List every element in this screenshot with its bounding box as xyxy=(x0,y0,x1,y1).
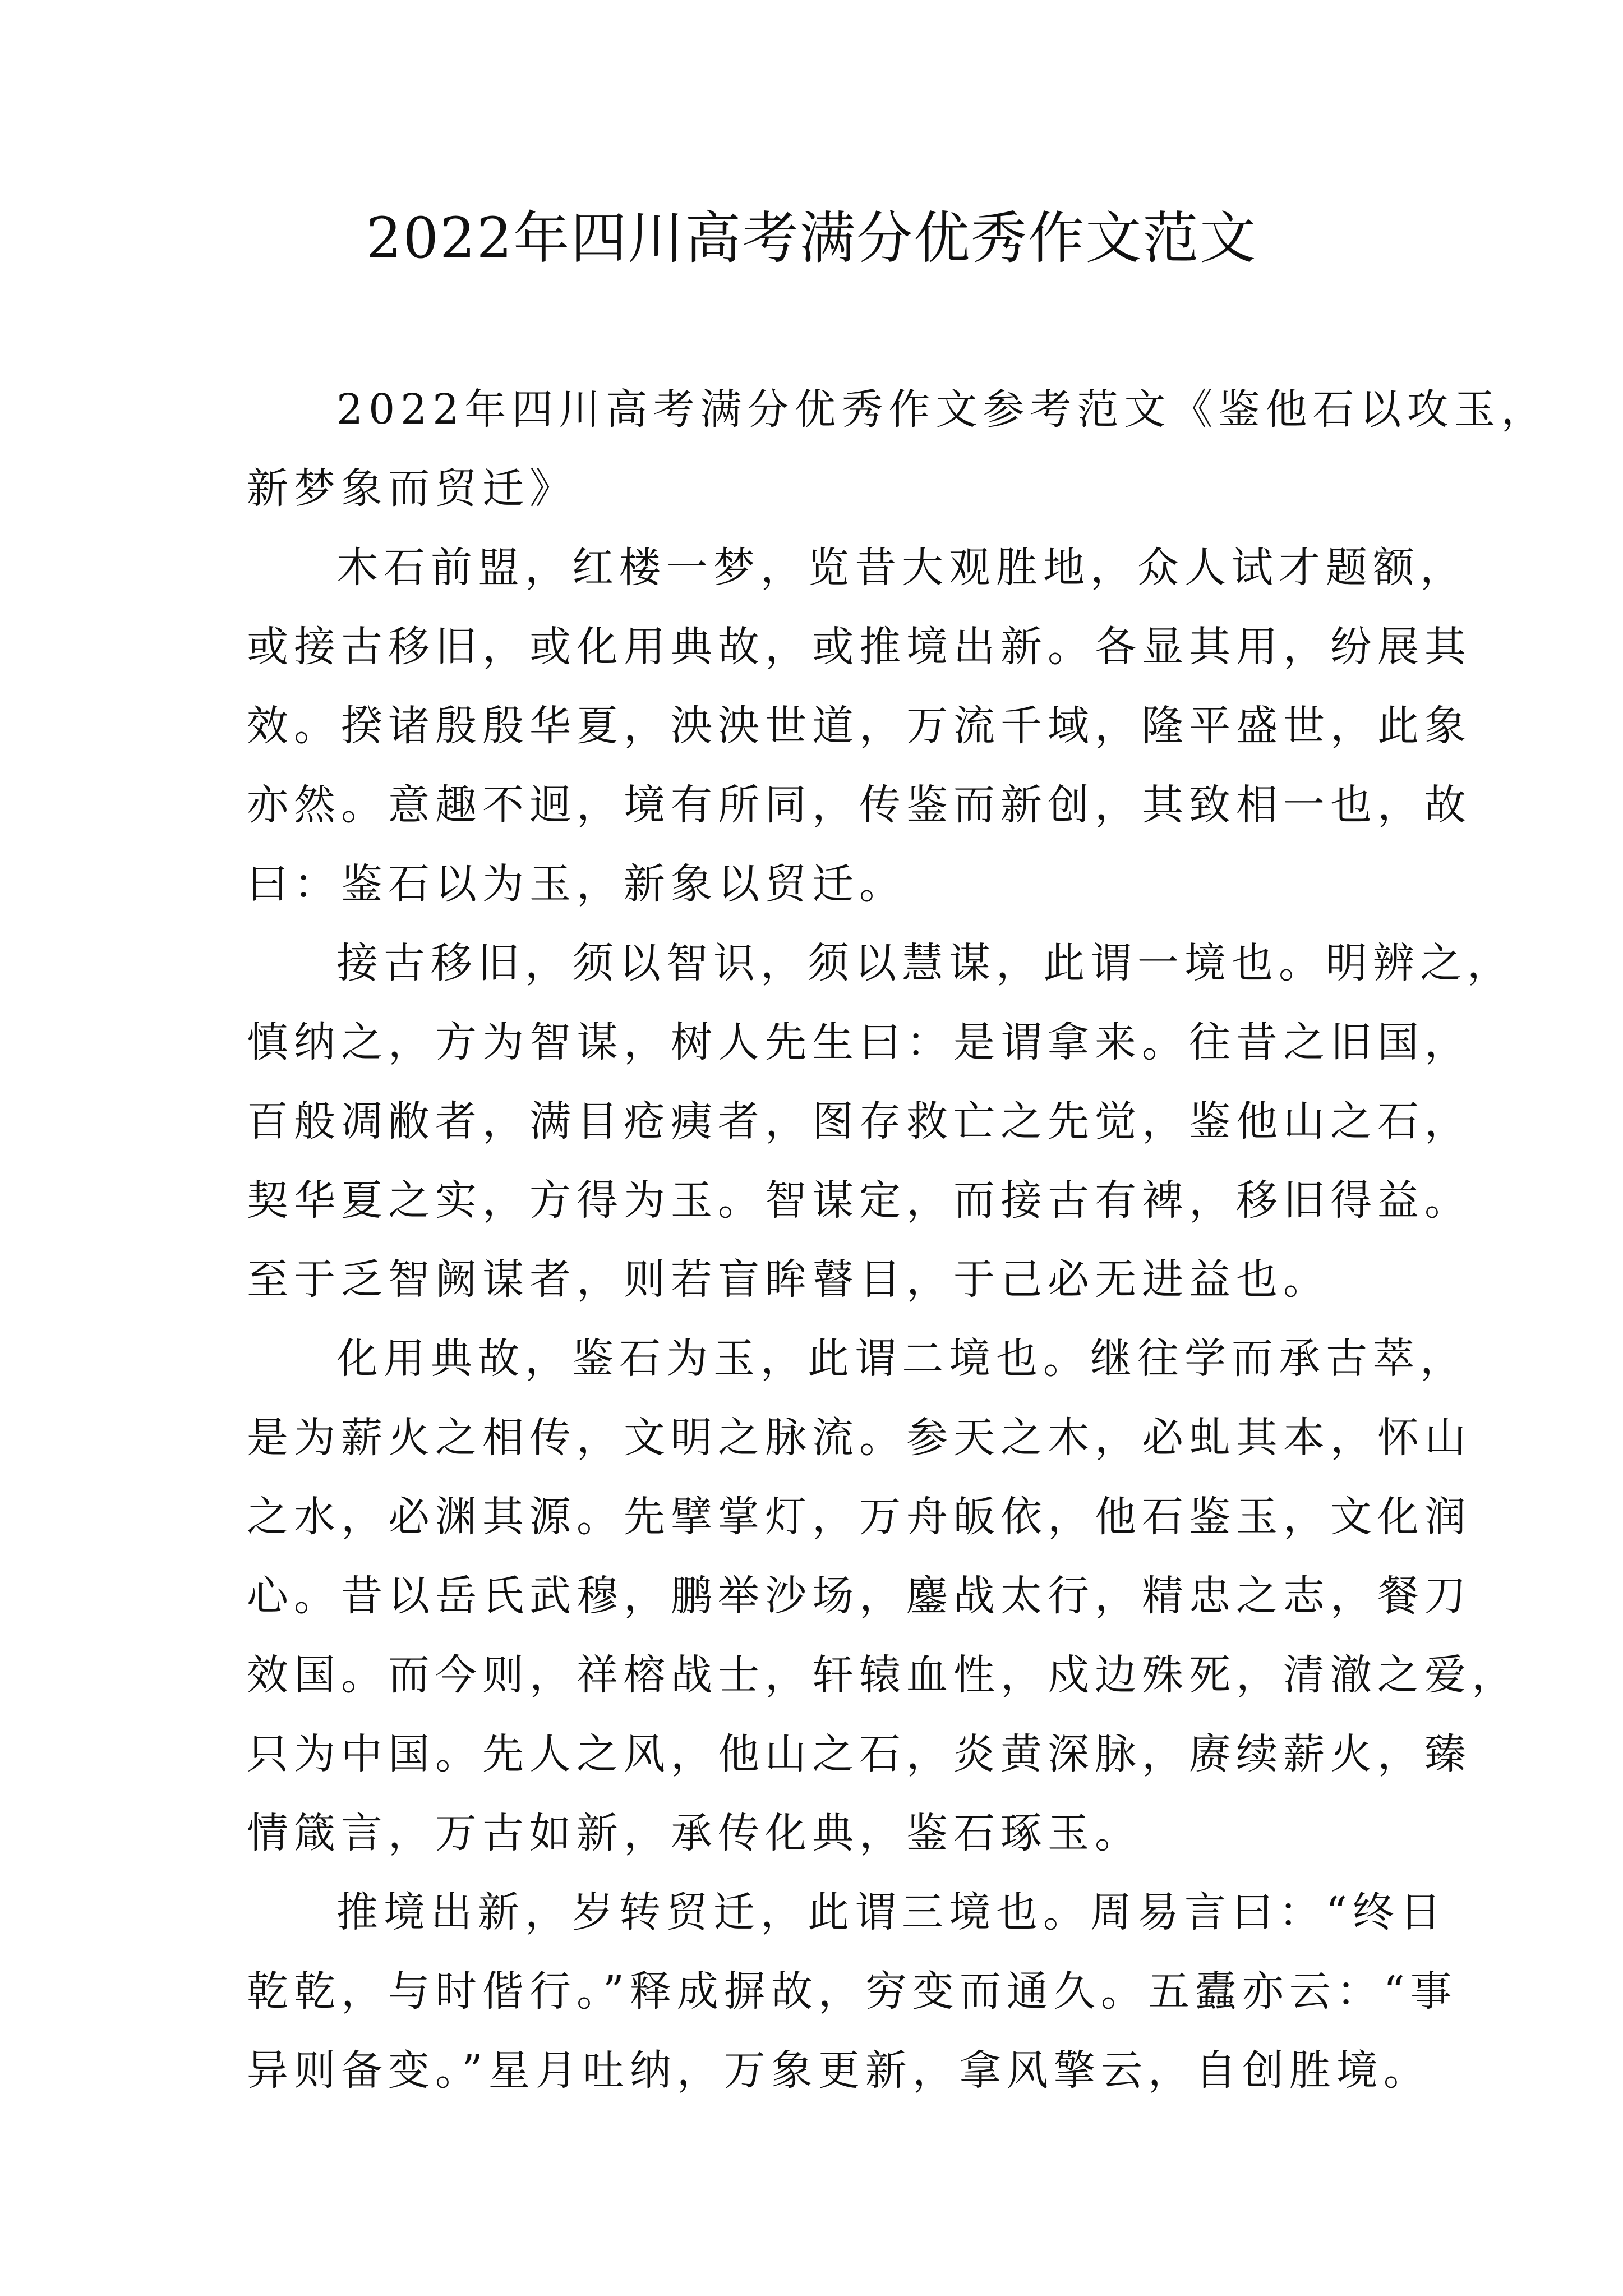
text-line: 效国。而今则，祥榕战士，轩辕血性，戍边殊死，清澈之爱， xyxy=(247,1651,1519,1699)
paragraph-2 xyxy=(247,528,1472,924)
text-line: 情箴言，万古如新，承传化典，鉴石琢玉。 xyxy=(247,1809,1142,1857)
text-line: 百般凋敝者，满目疮痍者，图存救亡之先觉，鉴他山之石， xyxy=(247,1097,1472,1145)
paragraph-1 xyxy=(247,370,1548,528)
text-line: 慎纳之，方为智谋，树人先生曰：是谓拿来。往昔之旧国， xyxy=(247,1018,1472,1066)
text-line: 新梦象而贸迁》 xyxy=(247,464,577,513)
text-line: 心。昔以岳氏武穆，鹏举沙场，鏖战太行，精忠之志，餐刀 xyxy=(247,1572,1472,1620)
text-line: 契华夏之实，方得为玉。智谋定，而接古有裨，移旧得益。 xyxy=(247,1176,1472,1225)
paragraph-4 xyxy=(247,1319,1519,1873)
text-line: 亦然。意趣不迥，境有所同，传鉴而新创，其致相一也，故 xyxy=(247,781,1472,829)
text-line: 之水，必渊其源。先擘掌灯，万舟皈依，他石鉴玉，文化润 xyxy=(247,1493,1472,1541)
text-line: 推境出新，岁转贸迁，此谓三境也。周易言曰：“终日 xyxy=(336,1888,1447,1936)
text-line: 异则备变。”星月吐纳，万象更新，拿风擎云，自创胜境。 xyxy=(247,2046,1431,2095)
text-line: 接古移旧，须以智识，须以慧谋，此谓一境也。明辨之， xyxy=(336,939,1514,987)
paragraph-5 xyxy=(247,1873,1458,2110)
text-line: 木石前盟，红楼一梦，览昔大观胜地，众人试才题额， xyxy=(336,544,1467,592)
text-line: 只为中国。先人之风，他山之石，炎黄深脉，赓续薪火，臻 xyxy=(247,1730,1472,1778)
text-line: 乾乾，与时偕行。”释成摒故，穷变而通久。五蠹亦云：“事 xyxy=(247,1967,1458,2016)
text-line: 2022年四川高考满分优秀作文参考范文《鉴他石以攻玉， xyxy=(336,385,1548,434)
text-line: 至于乏智阙谋者，则若盲眸瞽目，于己必无进益也。 xyxy=(247,1255,1330,1304)
text-line: 效。揆诸殷殷华夏，泱泱世道，万流千域，隆平盛世，此象 xyxy=(247,702,1472,750)
paragraph-3 xyxy=(247,924,1514,1319)
text-line: 化用典故，鉴石为玉，此谓二境也。继往学而承古萃， xyxy=(336,1335,1467,1383)
document-title: 2022年四川高考满分优秀作文范文 xyxy=(366,205,1257,271)
text-line: 或接古移旧，或化用典故，或推境出新。各显其用，纷展其 xyxy=(247,623,1472,671)
text-line: 是为薪火之相传，文明之脉流。参天之木，必虬其本，怀山 xyxy=(247,1414,1472,1462)
document-body xyxy=(247,370,1548,2110)
text-line: 曰：鉴石以为玉，新象以贸迁。 xyxy=(247,860,906,908)
